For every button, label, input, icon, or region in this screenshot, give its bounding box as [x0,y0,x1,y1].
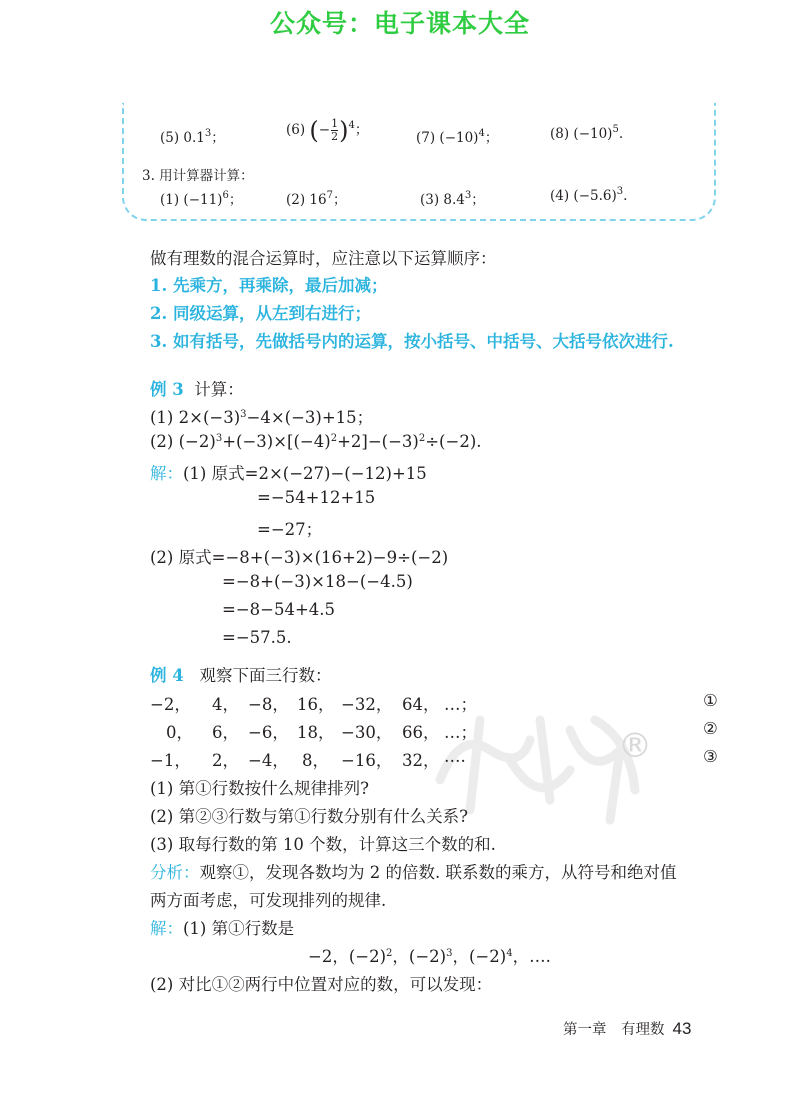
sequence-row-1: −2， 4， −8， 16， −32， 64， …； ① [150,691,718,714]
example-4-solution-1: 解：(1) 第①行数是 [150,919,295,938]
example-label: 例 4 [150,666,184,685]
example-3-problem-2: (2) $(-2)^3+(-3)\times[(-4)^2+2]-(-3)^2\div(-2)$. [150,432,482,451]
solution-label: 解： [150,464,183,483]
order-rule-3: 3. 如有括号，先做括号内的运算，按小括号、中括号、大括号依次进行. [150,332,674,351]
exercise-item: (6) (− $\frac{1}{2}$ )$^4$； [286,116,369,145]
example-3-solution-1: 解：(1) 原式=2×(−27)−(−12)+15 [150,464,427,483]
question-1: (1) 第①行数按什么规律排列? [150,779,369,798]
example-3-heading: 例 3 计算： [150,380,244,399]
registered-mark: ® [618,726,652,766]
question-3: (3) 取每行数的第 10 个数，计算这三个数的和. [150,835,496,854]
exercise-row-1 [160,116,680,152]
exercise-item: (8) $(-10)^5$. [550,124,624,142]
order-intro: 做有理数的混合运算时，应注意以下运算顺序： [150,249,497,268]
solution-label: 解： [150,919,183,938]
solution-step: =−8−54+4.5 [222,600,336,619]
exercise-item: (7) $(-10)^4$； [416,128,499,146]
example-label: 例 3 [150,380,184,399]
page-number: 43 [672,1019,692,1038]
order-rule-2: 2. 同级运算，从左到右进行； [150,304,371,323]
exercise-item: (1) $(-11)^6$； [160,190,243,208]
solution-step: =−54+12+15 [257,488,376,507]
power-sequence: −2，$(-2)^2$，$(-2)^3$，$(-2)^4$，…. [308,947,551,966]
example-3-solution-2: (2) 原式=−8+(−3)×(16+2)−9÷(−2) [150,548,449,567]
row-marker: ② [703,719,718,738]
example-4-solution-2: (2) 对比①②两行中位置对应的数，可以发现： [150,975,493,994]
example-4-heading: 例 4 观察下面三行数： [150,666,332,685]
row-marker: ① [703,691,718,710]
chapter-title: 第一章 有理数 [563,1022,665,1038]
channel-header: 公众号：电子课本大全 [269,9,530,38]
solution-step: =−27； [257,520,323,539]
solution-step: =−8+(−3)×18−(−4.5) [222,572,413,591]
fraction: $\frac{1}{2}$ [331,117,339,143]
order-rule-1: 1. 先乘方，再乘除，最后加减； [150,276,388,295]
solution-step: =−57.5. [222,628,292,647]
exercise-item: (3) $8.4^3$； [420,190,485,208]
row-marker: ③ [703,747,718,766]
analysis-label: 分析： [150,863,200,882]
question-2: (2) 第②③行数与第①行数分别有什么关系? [150,807,468,826]
analysis-line-1: 分析：观察①，发现各数均为 2 的倍数. 联系数的乘方，从符号和绝对值 [150,863,677,882]
exercise-item: (5) $0.1^3$； [160,128,225,146]
page-footer [563,1018,691,1039]
exercise-row-2 [160,188,680,210]
exercise-item: (2) $16^7$； [286,190,347,208]
sequence-row-2: 0， 6， −6， 18， −30， 66， …； ② [166,719,718,742]
exercise-item: (4) $(-5.6)^3$. [550,186,628,204]
sequence-row-3: −1， 2， −4， 8， −16， 32， …. ③ [150,747,718,770]
example-3-problem-1: (1) $2\times(-3)^3-4\times(-3)+15$； [150,408,374,427]
exercise-q3-title: 3. 用计算器计算： [142,168,254,184]
analysis-line-2: 两方面考虑，可发现排列的规律. [150,891,387,910]
